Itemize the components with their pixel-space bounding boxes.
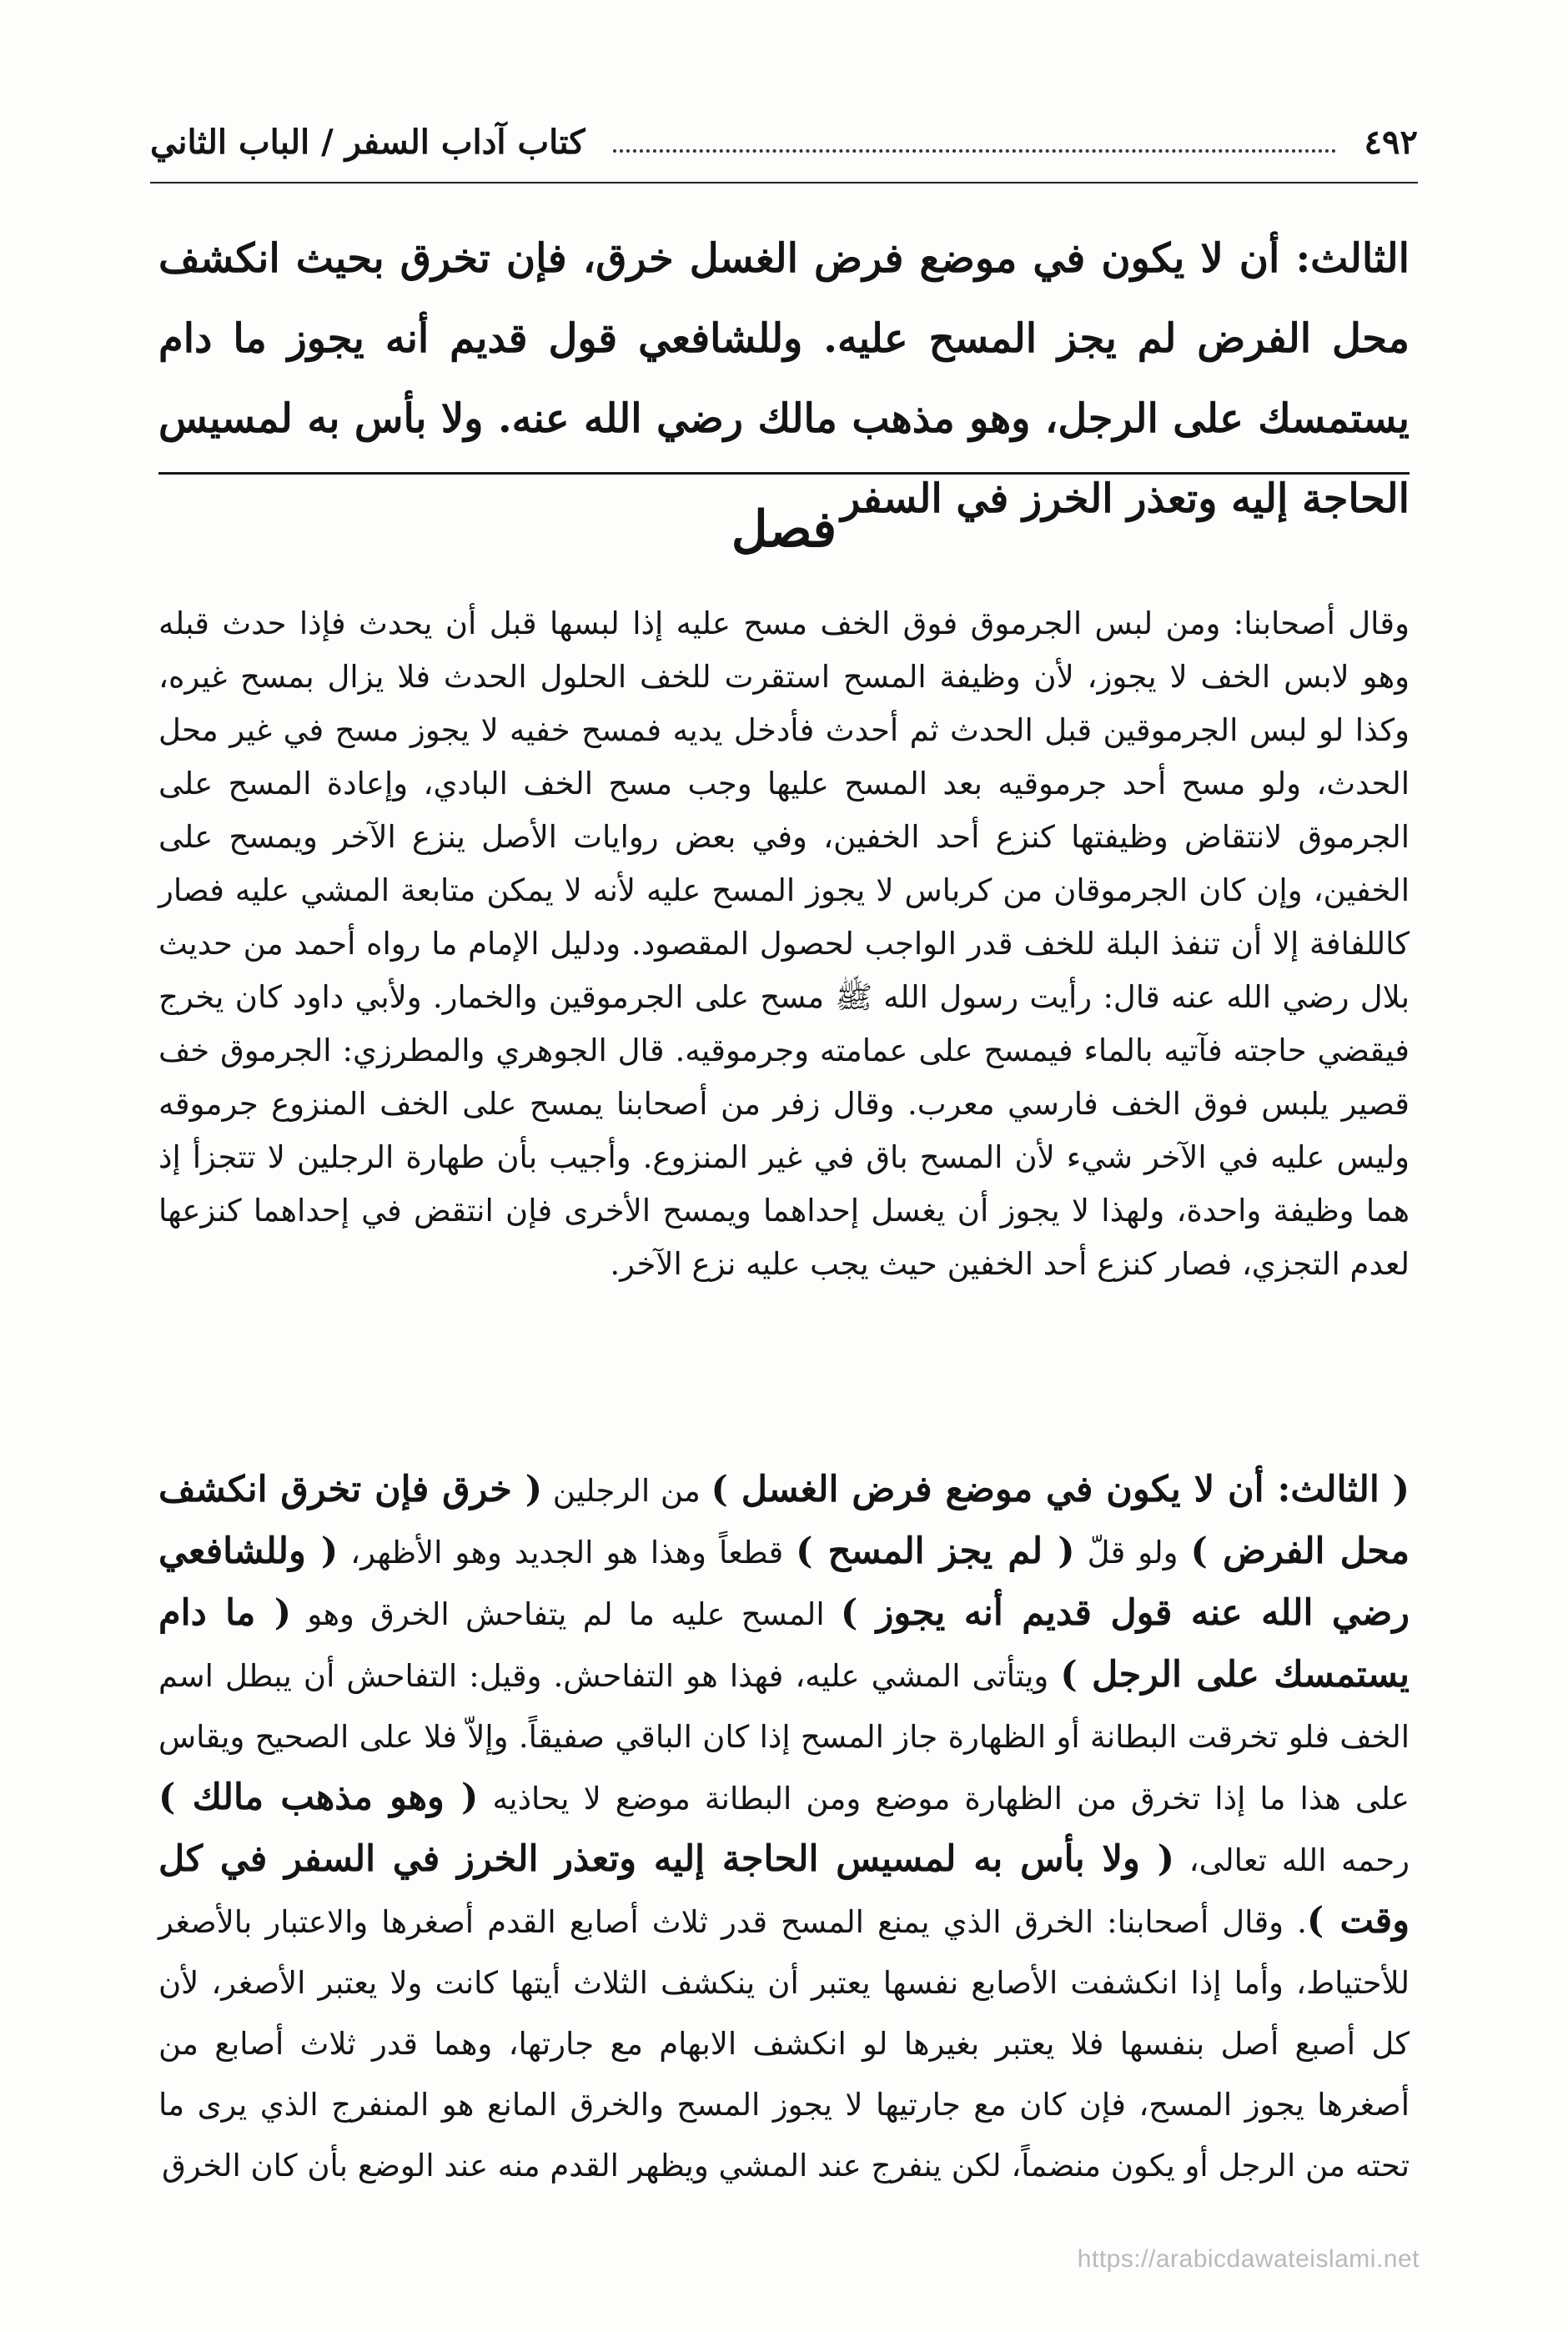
commentary-text: قطعاً وهذا هو الجديد وهو الأظهر، bbox=[338, 1535, 797, 1571]
commentary-text: المسح عليه ما لم يتفاحش الخرق وهو bbox=[291, 1596, 841, 1632]
matn-body: أن لا يكون في موضع فرض الغسل خرق، فإن تخرق بحيث انكشف محل الفرض لم يجز المسح عليه. وللشافعي قول قديم أنه يجوز ما دام يستمسك على الرجل، وهو مذهب مالك رضي الله عنه. ولا بأس به لمسيس الحاجة إليه وتعذر الخرز في السفر bbox=[158, 235, 1410, 522]
running-title: كتاب آداب السفر / الباب الثاني bbox=[150, 122, 585, 162]
page-number: ٤٩٢ bbox=[1364, 122, 1418, 162]
commentary-text: ويتأتى المشي عليه، فهذا هو التفاحش. وقيل: التفاحش أن يبطل اسم الخف فلو تخرقت البطانة أو الظهارة جاز المسح إذا كان الباقي صفيقاً. وإلاّ فلا على الصحيح ويقاس على هذا ما إذا تخرق من الظهارة موضع ومن البطانة موضع لا يحاذيه bbox=[158, 1658, 1410, 1817]
commentary-matn-quote: ( لم يجز المسح ) bbox=[796, 1530, 1075, 1572]
commentary-text: . وقال أصحابنا: الخرق الذي يمنع المسح قدر ثلاث أصابع القدم أصغرها والاعتبار بالأصغر للأحتياط، وأما إذا انكشفت الأصابع نفسها يعتبر أن ينكشف الثلاث أيتها كانت ولا يعتبر الأصغر، لأن كل أصبع أصل بنفسها فلا يعتبر بغيرها لو انكشف الابهام مع جارتها، وهما قدر ثلاث أصابع من أصغرها يجوز المسح، فإن كان مع جارتيها لا يجوز المسح والخرق المانع هو المنفرج الذي يرى ما تحته من الرجل أو يكون منضماً، لكن ينفرج عند المشي ويظهر القدم منه عند الوضع بأن كان الخرق bbox=[158, 1904, 1410, 2184]
watermark-url: https://arabicdawateislami.net bbox=[1077, 2245, 1420, 2273]
commentary-matn-quote: ( ما دام يستمسك على الرجل ) bbox=[158, 1592, 1410, 1696]
commentary-paragraph bbox=[158, 1460, 1410, 2196]
commentary-matn-quote: ( خرق فإن تخرق انكشف محل الفرض ) bbox=[158, 1469, 1410, 1572]
matn-text bbox=[158, 219, 1410, 539]
leader-dots bbox=[613, 131, 1335, 153]
matn-lead: الثالث: bbox=[1295, 235, 1410, 282]
commentary-matn-quote: ( وللشافعي رضي الله عنه قول قديم أنه يجوز ) bbox=[158, 1530, 1410, 1634]
commentary-matn-quote: ( وهو مذهب مالك ) bbox=[158, 1777, 479, 1818]
section-heading: فصل bbox=[731, 500, 837, 559]
section-paragraph: وقال أصحابنا: ومن لبس الجرموق فوق الخف مسح عليه إذا لبسها قبل أن يحدث فإذا حدث قبله وهو لابس الخف لا يجوز، لأن وظيفة المسح استقرت للخف الحلول الحدث فلا يزال بمسح غيره، وكذا لو لبس الجرموقين قبل الحدث ثم أحدث فأدخل يديه فمسح خفيه لا يجوز مسح في غير محل الحدث، ولو مسح أحد جرموقيه بعد المسح عليها وجب مسح الخف البادي، وإعادة المسح على الجرموق لانتقاض وظيفتها كنزع أحد الخفين، وفي بعض روايات الأصل ينزع الآخر ويمسح على الخفين، وإن كان الجرموقان من كرباس لا يجوز المسح عليه لأنه لا يمكن متابعة المشي عليه فصار كاللفافة إلا أن تنفذ البلة للخف قدر الواجب لحصول المقصود. ودليل الإمام ما رواه أحمد من حديث بلال رضي الله عنه قال: رأيت رسول الله ﷺ مسح على الجرموقين والخمار. ولأبي داود كان يخرج فيقضي حاجته فآتيه بالماء فيمسح على عمامته وجرموقيه. قال الجوهري والمطرزي: الجرموق خف قصير يلبس فوق الخف فارسي معرب. وقال زفر من أصحابنا يمسح على الخف المنزوع جرموقه وليس عليه في الآخر شيء لأن المسح باق في غير المنزوع. وأجيب بأن طهارة الرجلين لا تتجزأ إذ هما وظيفة واحدة، ولهذا لا يجوز أن يغسل إحداهما ويمسح الأخرى فإن انتقض في إحداهما كنزعها لعدم التجزي، فصار كنزع أحد الخفين حيث يجب عليه نزع الآخر. bbox=[158, 606, 1410, 1282]
commentary-matn-quote: ( الثالث: أن لا يكون في موضع فرض الغسل ) bbox=[711, 1469, 1410, 1510]
commentary-text: من الرجلين bbox=[542, 1473, 711, 1509]
section-divider bbox=[158, 472, 1410, 475]
page-header bbox=[150, 108, 1418, 183]
commentary-text: ولو قلّ bbox=[1074, 1535, 1191, 1571]
commentary-text: رحمه الله تعالى، bbox=[1173, 1842, 1410, 1878]
commentary-matn-quote: ( ولا بأس به لمسيس الحاجة إليه وتعذر الخرز في السفر في كل وقت ) bbox=[158, 1838, 1410, 1942]
